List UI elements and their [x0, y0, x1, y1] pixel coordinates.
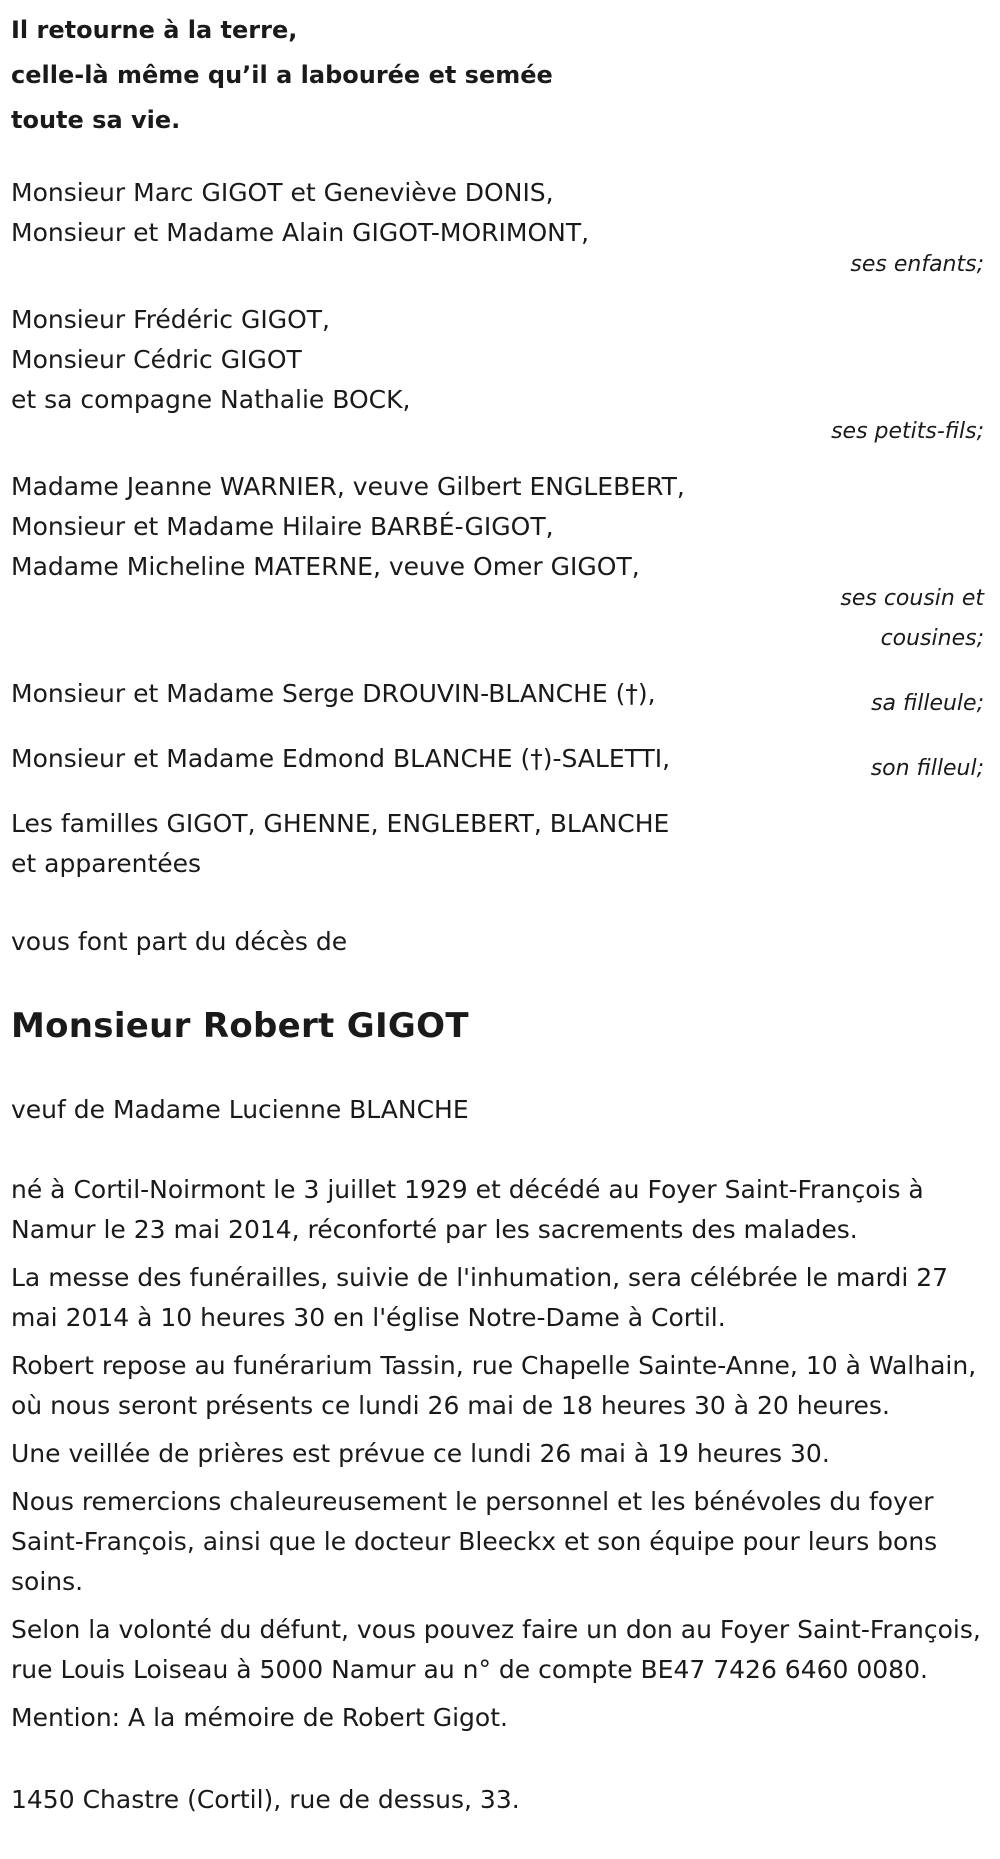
relationship-label-line: cousines; [880, 626, 984, 651]
extended-families [11, 804, 989, 884]
mention-paragraph: Mention: A la mémoire de Robert Gigot. [11, 1703, 508, 1732]
relationship-label: sa filleule; [871, 691, 984, 716]
family-member-name: Monsieur et Madame Hilaire BARBÉ-GIGOT, [11, 512, 554, 541]
family-group-grandsons [11, 300, 989, 452]
family-group-cousins [11, 467, 989, 659]
family-group-children [11, 173, 989, 285]
family-group-goddaughter [11, 674, 989, 724]
thanks-paragraph: Nous remercions chaleureusement le personnel et les bénévoles du foyer Saint-François, ainsi que le docteur Bleeckx et son équipe pour leurs bons soins. [11, 1487, 938, 1596]
family-address: 1450 Chastre (Cortil), rue de dessus, 33. [11, 1785, 520, 1814]
funeral-mass-paragraph: La messe des funérailles, suivie de l'inhumation, sera célébrée le mardi 27 mai 2014 à 10 heures 30 en l'église Notre-Dame à Cortil. [11, 1263, 949, 1332]
announcement-text: vous font part du décès de [11, 927, 348, 956]
family-list [11, 173, 989, 884]
donation-paragraph: Selon la volonté du défunt, vous pouvez faire un don au Foyer Saint-François, rue Louis Loiseau à 5000 Namur au n° de compte BE47 7426 6460 0080. [11, 1615, 981, 1684]
spouse-line: veuf de Madame Lucienne BLANCHE [11, 1095, 469, 1124]
families-line: Les familles GIGOT, GHENNE, ENGLEBERT, BLANCHE [11, 809, 670, 838]
family-member-name: Monsieur et Madame Alain GIGOT-MORIMONT, [11, 218, 590, 247]
family-member-name: Madame Micheline MATERNE, veuve Omer GIGOT, [11, 552, 640, 581]
relationship-label [11, 579, 989, 659]
vigil-paragraph: Une veillée de prières est prévue ce lundi 26 mai à 19 heures 30. [11, 1439, 830, 1468]
birth-death-paragraph: né à Cortil-Noirmont le 3 juillet 1929 et décédé au Foyer Saint-François à Namur le 23 mai 2014, réconforté par les sacrements des malades. [11, 1175, 924, 1244]
relationship-label: ses petits-fils; [831, 419, 984, 444]
obituary-notice [11, 0, 989, 1820]
family-member-name: Monsieur et Madame Edmond BLANCHE (†)-SALETTI, [11, 744, 671, 773]
families-line: et apparentées [11, 849, 202, 878]
poem-line: Il retourne à la terre, [11, 16, 298, 44]
family-member-name: et sa compagne Nathalie BOCK, [11, 385, 411, 414]
family-member-name: Monsieur et Madame Serge DROUVIN-BLANCHE (†), [11, 679, 656, 708]
family-member-name: Monsieur Frédéric GIGOT, [11, 305, 330, 334]
relationship-label-line: ses cousin et [840, 586, 984, 611]
poem-verse [11, 8, 989, 143]
family-member-name: Madame Jeanne WARNIER, veuve Gilbert ENGLEBERT, [11, 472, 685, 501]
poem-line: celle-là même qu’il a labourée et semée [11, 61, 553, 89]
poem-line: toute sa vie. [11, 106, 181, 134]
deceased-name: Monsieur Robert GIGOT [11, 1006, 469, 1046]
family-member-name: Monsieur Cédric GIGOT [11, 345, 302, 374]
family-group-godson [11, 739, 989, 789]
funerarium-paragraph: Robert repose au funérarium Tassin, rue Chapelle Sainte-Anne, 10 à Walhain, où nous seront présents ce lundi 26 mai de 18 heures 30 à 20 heures. [11, 1351, 977, 1420]
details-section [11, 1170, 989, 1738]
relationship-label: ses enfants; [850, 252, 984, 277]
relationship-label: son filleul; [870, 756, 984, 781]
family-member-name: Monsieur Marc GIGOT et Geneviève DONIS, [11, 178, 554, 207]
